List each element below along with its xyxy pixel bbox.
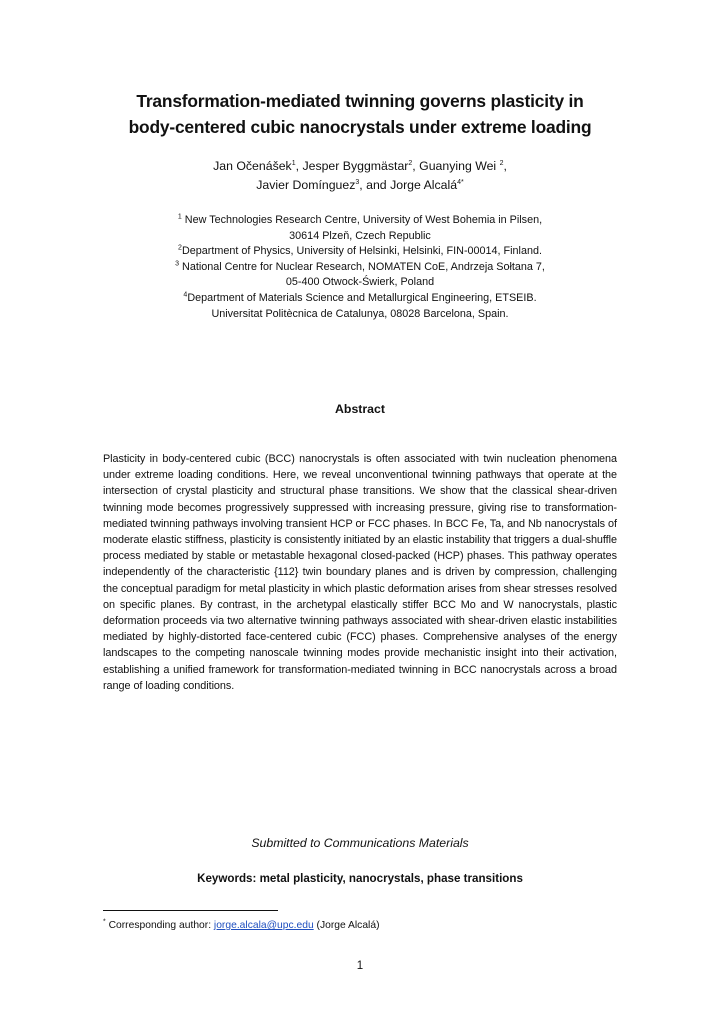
affiliation-continuation: Universitat Politècnica de Catalunya, 08028 Barcelona, Spain. (211, 307, 509, 320)
abstract-heading: Abstract (335, 402, 385, 416)
author-affiliation-mark: 2 (408, 159, 413, 167)
author-affiliation-mark: 2 (499, 159, 504, 167)
keywords: Keywords: metal plasticity, nanocrystals, phase transitions (197, 872, 523, 885)
author-name: Jan Očenášek (213, 159, 292, 173)
affiliation-item: $^4$Department of Materials Science and Metallurgical Engineering, ETSEIB. (183, 291, 537, 304)
author-affiliation-mark: 1 (291, 159, 296, 167)
author-name: Guanying Wei (419, 159, 500, 173)
author-name: Jorge Alcalá (390, 178, 458, 192)
page-number: 1 (356, 960, 364, 972)
paper-title (80, 88, 640, 140)
affiliation-item: $^3$ National Centre for Nuclear Research, NOMATEN CoE, Andrzeja Sołtana 7, (175, 260, 545, 273)
author-name: Jesper Byggmästar (302, 159, 409, 173)
title-line-2: body-centered cubic nanocrystals under extreme loading (128, 117, 592, 137)
author-name: Javier Domínguez (256, 178, 356, 192)
submission-note: Submitted to Communications Materials (251, 836, 469, 850)
affiliation-continuation: 05-400 Otwock-Świerk, Poland (285, 276, 435, 289)
author-affiliation-mark: 4* (457, 178, 464, 186)
affiliation-list (90, 213, 630, 322)
affiliation-continuation: 30614 Plzeň, Czech Republic (289, 229, 431, 242)
title-line-1: Transformation-mediated twinning governs plasticity in (136, 91, 584, 111)
abstract-body: Plasticity in body-centered cubic (BCC) nanocrystals is often associated with twin nucleation phenomena under extreme loading conditions. Here, we reveal unconventional twinning pathways that operate at the intersection of crystal plasticity and structural phase transitions. We show that the classical shear-driven twinning mode becomes progressively suppressed with increasing pressure, giving rise to transformation-mediated twinning pathways involving transient HCP or FCC phases. In BCC Fe, Ta, and Nb nanocrystals of moderate elastic stiffness, plasticity is consistently initiated by an elastic instability that triggers a dual-shuffle process mediated by stable or metastable hexagonal closed-packed (HCP) phases. This pathway operates independently of the characteristic {112} twin boundary planes and is driven by compression, challenging the conceptual paradigm for metal plasticity in which plastic deformation arises from shear stresses resolved on specific planes. By contrast, in the archetypal elastically stiffer BCC Mo and W nanocrystals, plastic deformation proceeds via two alternative twinning pathways associated with shear-driven elastic instabilities mediated by highly-distorted face-centered cubic (FCC) phases. Comprehensive analyses of the energy landscapes to the competing nanoscale twinning modes provide mechanistic insight into their activation, establishing a unified framework for transformation-mediated twinning in BCC nanocrystals across a broad range of loading conditions. (103, 453, 617, 692)
author-affiliation-mark: 3 (355, 178, 360, 186)
affiliation-item: $^1$ New Technologies Research Centre, University of West Bohemia in Pilsen, (177, 213, 543, 226)
corresponding-author-footnote: * Corresponding author: jorge.alcala@upc.edu (Jorge Alcalá) (103, 918, 380, 931)
author-list: Jan Očenášek$^1$, Jesper Byggmästar$^2$, Guanying Wei $^2$, Javier Domínguez$^3$, and Jorge Alcalá$^{4*}$ (213, 159, 507, 192)
footnote-divider (103, 910, 278, 911)
footnote-mark: * (103, 918, 106, 926)
corresponding-email-link[interactable]: jorge.alcala@upc.edu (213, 920, 314, 931)
affiliation-item: $^2$Department of Physics, University of Helsinki, Helsinki, FIN-00014, Finland. (178, 244, 542, 258)
